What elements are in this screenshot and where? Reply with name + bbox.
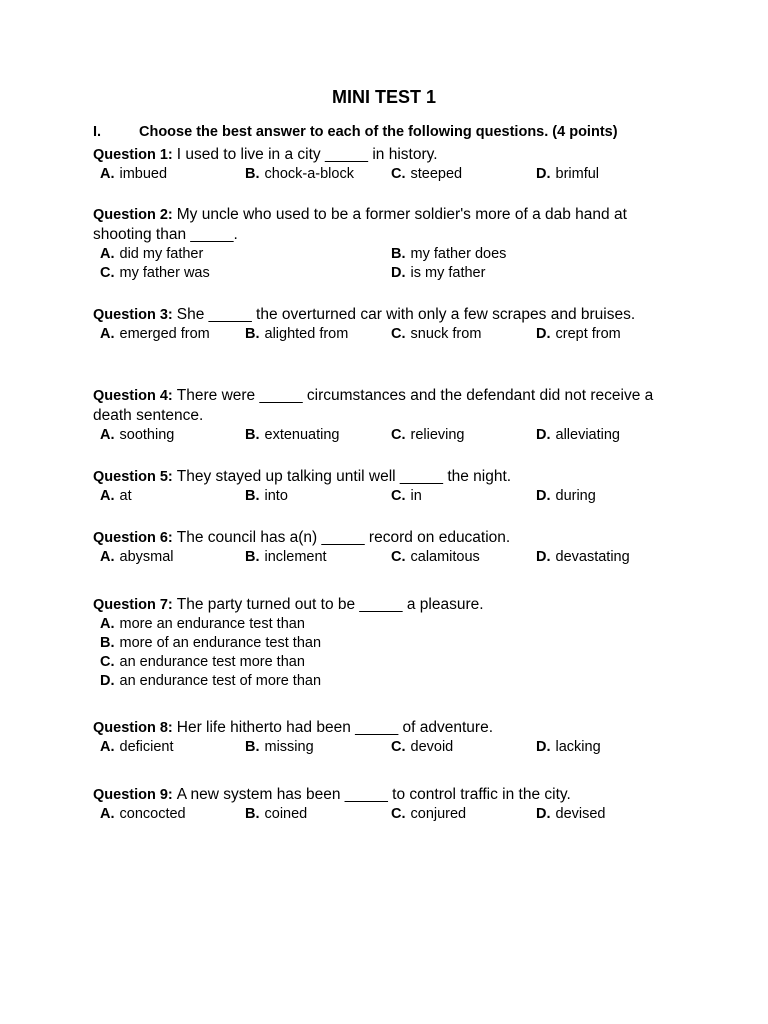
question-label: Question 4: bbox=[93, 388, 173, 404]
question-6 bbox=[93, 528, 683, 565]
option-a: A. concocted bbox=[100, 806, 186, 822]
question-label: Question 3: bbox=[93, 307, 173, 323]
question-1 bbox=[93, 145, 683, 182]
question-text: A new system has been _____ to control traffic in the city. bbox=[176, 786, 571, 803]
option-d: D. devastating bbox=[536, 549, 630, 565]
question-text: They stayed up talking until well _____ the night. bbox=[176, 468, 512, 485]
question-text: My uncle who used to be a former soldier's more of a dab hand at shooting than _____. bbox=[93, 206, 627, 243]
option-b: B. extenuating bbox=[245, 427, 340, 443]
option-b: B. into bbox=[245, 488, 288, 504]
option-b: B. alighted from bbox=[245, 326, 349, 342]
option-a: A. emerged from bbox=[100, 326, 210, 342]
question-8 bbox=[93, 718, 683, 755]
option-a: A. soothing bbox=[100, 427, 175, 443]
question-text: She _____ the overturned car with only a few scrapes and bruises. bbox=[176, 306, 636, 323]
option-b: B. inclement bbox=[245, 549, 327, 565]
option-a: A. more an endurance test than bbox=[100, 616, 305, 632]
page-title: MINI TEST 1 bbox=[331, 87, 436, 107]
option-c: C. an endurance test more than bbox=[100, 654, 305, 670]
option-d: D. lacking bbox=[536, 739, 601, 755]
option-c: C. in bbox=[391, 488, 422, 504]
option-b: B. more of an endurance test than bbox=[100, 635, 322, 651]
question-2 bbox=[93, 205, 683, 281]
question-label: Question 1: bbox=[93, 147, 173, 163]
section-number: I. bbox=[93, 124, 102, 140]
question-label: Question 2: bbox=[93, 207, 173, 223]
option-b: B. my father does bbox=[391, 246, 507, 262]
option-c: C. conjured bbox=[391, 806, 467, 822]
option-d: D. alleviating bbox=[536, 427, 620, 443]
question-text: Her life hitherto had been _____ of adventure. bbox=[176, 719, 494, 736]
question-label: Question 7: bbox=[93, 597, 173, 613]
option-b: B. missing bbox=[245, 739, 314, 755]
option-c: C. devoid bbox=[391, 739, 454, 755]
option-a: A. imbued bbox=[100, 166, 168, 182]
section-instruction: Choose the best answer to each of the following questions. (4 points) bbox=[139, 124, 618, 140]
question-label: Question 5: bbox=[93, 469, 173, 485]
option-a: A. at bbox=[100, 488, 132, 504]
option-d: D. during bbox=[536, 488, 596, 504]
option-c: C. my father was bbox=[100, 265, 210, 281]
option-c: C. calamitous bbox=[391, 549, 480, 565]
option-d: D. an endurance test of more than bbox=[100, 673, 322, 689]
option-a: A. deficient bbox=[100, 739, 174, 755]
option-c: C. relieving bbox=[391, 427, 465, 443]
question-4 bbox=[93, 386, 683, 443]
question-7 bbox=[93, 595, 683, 689]
question-text: There were _____ circumstances and the defendant did not receive a death sentence. bbox=[93, 387, 654, 424]
question-3 bbox=[93, 305, 683, 342]
option-b: B. chock-a-block bbox=[245, 166, 354, 182]
option-c: C. snuck from bbox=[391, 326, 482, 342]
option-d: D. brimful bbox=[536, 166, 600, 182]
option-d: D. crept from bbox=[536, 326, 621, 342]
option-d: D. devised bbox=[536, 806, 606, 822]
option-a: A. abysmal bbox=[100, 549, 174, 565]
option-b: B. coined bbox=[245, 806, 308, 822]
question-text: The party turned out to be _____ a pleasure. bbox=[176, 596, 484, 613]
option-a: A. did my father bbox=[100, 246, 204, 262]
question-text: I used to live in a city _____ in history. bbox=[176, 146, 438, 163]
question-label: Question 8: bbox=[93, 720, 173, 736]
question-label: Question 6: bbox=[93, 530, 173, 546]
option-d: D. is my father bbox=[391, 265, 486, 281]
question-5 bbox=[93, 467, 683, 504]
question-label: Question 9: bbox=[93, 787, 173, 803]
option-c: C. steeped bbox=[391, 166, 463, 182]
question-text: The council has a(n) _____ record on education. bbox=[176, 529, 511, 546]
question-9 bbox=[93, 785, 683, 822]
